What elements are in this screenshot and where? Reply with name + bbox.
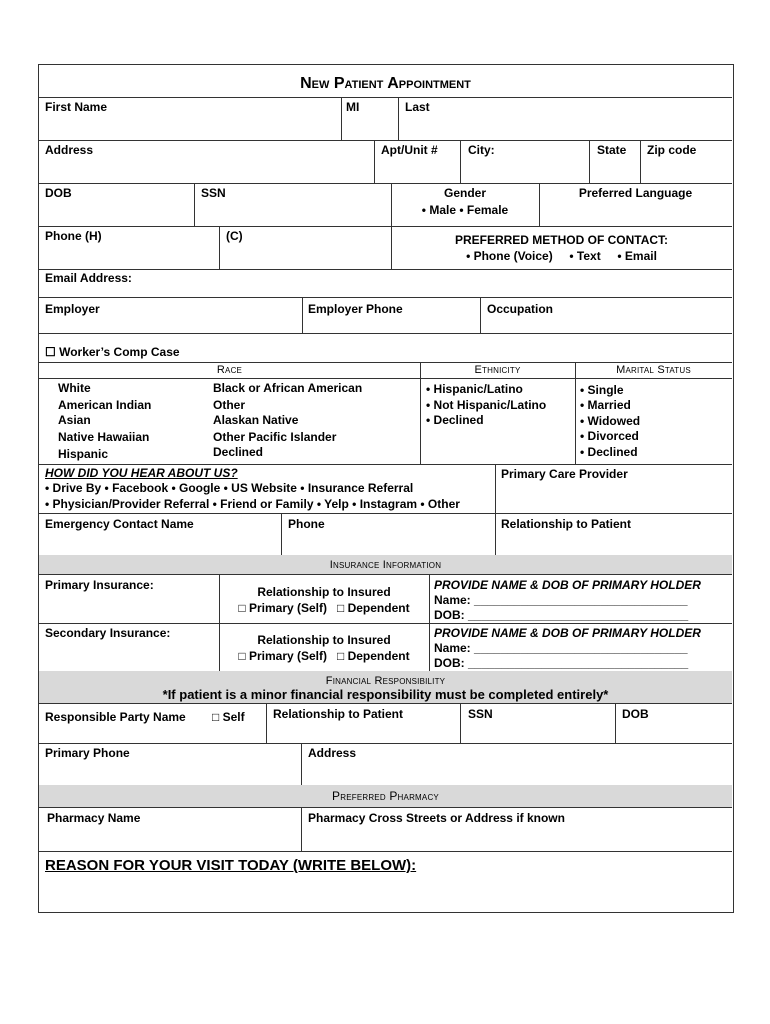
marital-option[interactable]: • Divorced [580,429,639,443]
responsible-primary-phone-field[interactable]: Primary Phone [45,746,130,760]
race-header: Race [216,364,243,376]
state-field[interactable]: State [597,143,627,157]
primary-relationship-options[interactable]: □ Primary (Self) □ Dependent [238,601,410,615]
marital-option[interactable]: • Declined [580,445,638,459]
primary-relationship-label: Relationship to Insured [257,585,391,599]
responsible-address-field[interactable]: Address [308,746,357,760]
email-field[interactable]: Email Address: [45,271,132,285]
referral-question: HOW DID YOU HEAR ABOUT US? [45,466,238,480]
gender-label: Gender [443,186,486,200]
address-field[interactable]: Address [45,143,94,157]
primary-insurance-field[interactable]: Primary Insurance: [45,578,154,592]
race-option[interactable]: Other Pacific Islander [213,430,337,444]
race-option[interactable]: White [58,381,91,395]
pharmacy-cross-streets-field[interactable]: Pharmacy Cross Streets or Address if known [308,811,565,825]
apt-unit-field[interactable]: Apt/Unit # [381,143,438,157]
referral-options-line2[interactable]: • Physician/Provider Referral • Friend or Family • Yelp • Instagram • Other [45,497,460,511]
pharmacy-header: Preferred Pharmacy [332,789,439,803]
race-option[interactable]: Black or African American [213,381,363,395]
race-option[interactable]: American Indian [58,398,152,412]
financial-note: *If patient is a minor financial responsibility must be completed entirely* [162,687,609,702]
form-title: New Patient Appointment [300,75,471,92]
race-option[interactable]: Alaskan Native [213,413,299,427]
home-phone-field[interactable]: Phone (H) [45,229,102,243]
responsible-dob-field[interactable]: DOB [622,707,649,721]
self-checkbox[interactable]: □ Self [212,710,245,724]
zip-code-field[interactable]: Zip code [647,143,697,157]
emergency-contact-phone-field[interactable]: Phone [288,517,325,531]
mi-field[interactable]: MI [346,100,360,114]
marital-status-header: Marital Status [616,364,691,376]
secondary-relationship-label: Relationship to Insured [257,633,391,647]
first-name-field[interactable]: First Name [45,100,108,114]
responsible-party-name-field[interactable]: Responsible Party Name [45,710,186,724]
race-option[interactable]: Asian [58,413,91,427]
preferred-language-field[interactable]: Preferred Language [578,186,693,200]
last-name-field[interactable]: Last [405,100,430,114]
referral-options-line1[interactable]: • Drive By • Facebook • Google • US Website • Insurance Referral [45,481,414,495]
primary-holder-dob-field[interactable]: DOB: _________________________________ [434,608,689,622]
employer-field[interactable]: Employer [45,302,100,316]
emergency-relationship-field[interactable]: Relationship to Patient [501,517,632,531]
insurance-header: Insurance Information [329,559,442,571]
responsible-ssn-field[interactable]: SSN [468,707,493,721]
primary-care-provider-field[interactable]: Primary Care Provider [501,467,628,481]
ethnicity-option[interactable]: • Declined [426,413,484,427]
employer-phone-field[interactable]: Employer Phone [308,302,403,316]
responsible-relationship-field[interactable]: Relationship to Patient [273,707,404,721]
new-patient-form [38,64,734,913]
race-option[interactable]: Native Hawaiian [58,430,150,444]
emergency-contact-name-field[interactable]: Emergency Contact Name [45,517,194,531]
ethnicity-header: Ethnicity [474,364,521,376]
city-field[interactable]: City: [468,143,495,157]
contact-method-title: PREFERRED METHOD OF CONTACT: [454,233,669,247]
secondary-insurance-field[interactable]: Secondary Insurance: [45,626,171,640]
secondary-holder-title: PROVIDE NAME & DOB OF PRIMARY HOLDER [434,626,701,640]
ethnicity-option[interactable]: • Hispanic/Latino [426,382,523,396]
financial-header: Financial Responsibility [325,675,446,687]
ethnicity-option[interactable]: • Not Hispanic/Latino [426,398,547,412]
marital-option[interactable]: • Married [580,398,631,412]
secondary-holder-name-field[interactable]: Name: ________________________________ [434,641,688,655]
reason-for-visit-field[interactable]: REASON FOR YOUR VISIT TODAY (WRITE BELOW): [45,857,417,874]
race-option[interactable]: Other [213,398,246,412]
race-option[interactable]: Declined [213,445,264,459]
marital-option[interactable]: • Widowed [580,414,641,428]
gender-options[interactable]: • Male • Female [421,203,509,217]
pharmacy-name-field[interactable]: Pharmacy Name [47,811,141,825]
secondary-holder-dob-field[interactable]: DOB: _________________________________ [434,656,689,670]
race-option[interactable]: Hispanic [58,447,109,461]
contact-method-options[interactable]: • Phone (Voice) • Text • Email [466,249,657,263]
secondary-relationship-options[interactable]: □ Primary (Self) □ Dependent [238,649,410,663]
primary-holder-title: PROVIDE NAME & DOB OF PRIMARY HOLDER [434,578,701,592]
occupation-field[interactable]: Occupation [487,302,554,316]
marital-option[interactable]: • Single [580,383,624,397]
dob-field[interactable]: DOB [45,186,72,200]
workers-comp-checkbox[interactable]: ☐ Worker’s Comp Case [45,345,180,359]
primary-holder-name-field[interactable]: Name: ________________________________ [434,593,688,607]
ssn-field[interactable]: SSN [201,186,226,200]
cell-phone-field[interactable]: (C) [226,229,243,243]
